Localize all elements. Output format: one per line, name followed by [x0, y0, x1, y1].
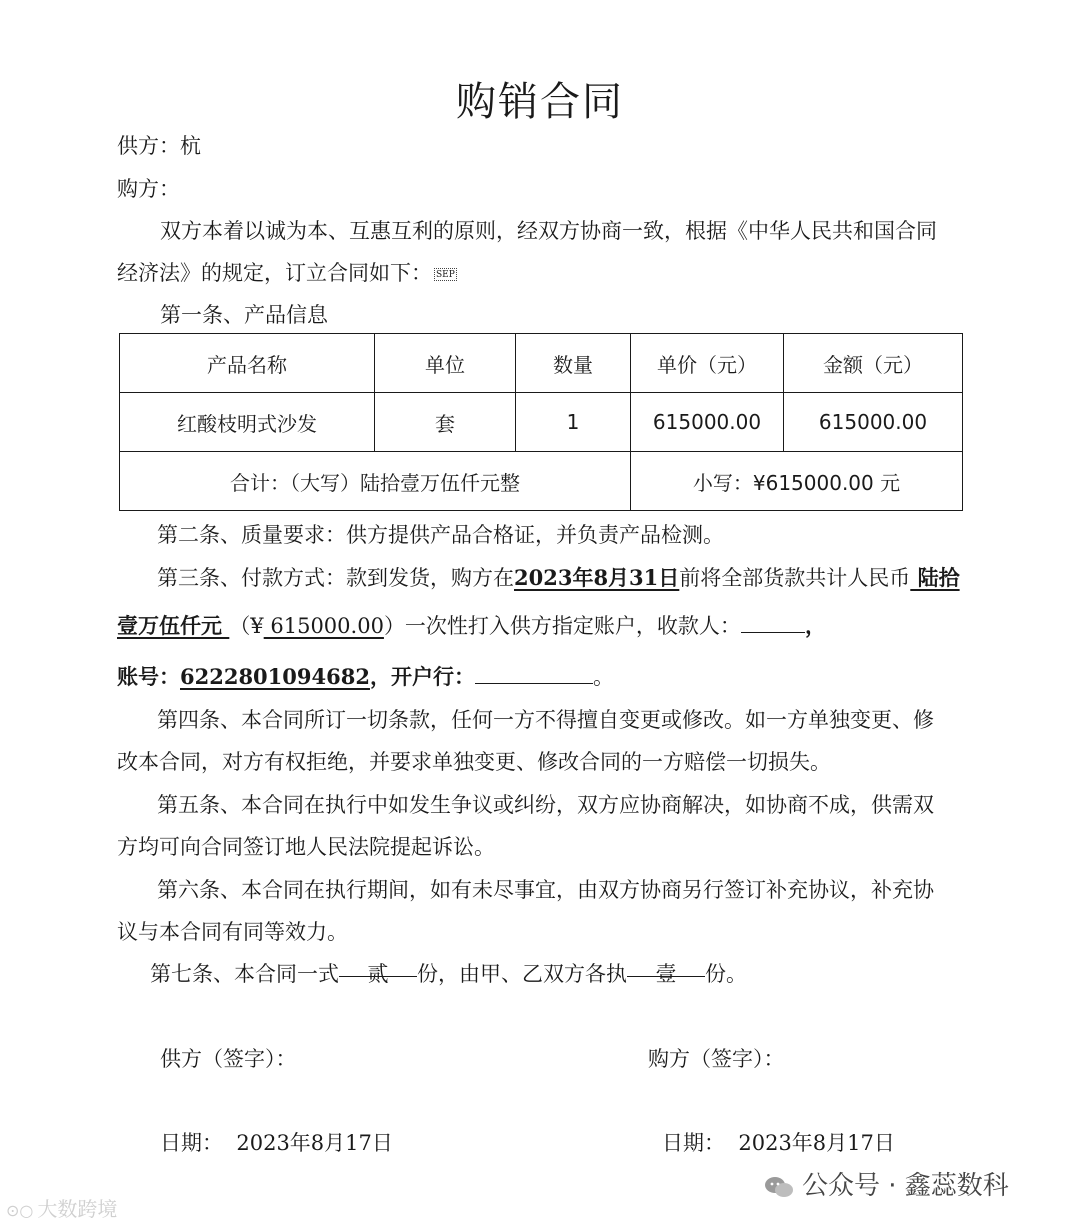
account-number: 6222801094682 — [180, 664, 370, 689]
total-upper-cell: 合计：（大写）陆拾壹万伍仟元整 — [120, 452, 631, 511]
buyer-signature-label: 购方（签字）： — [648, 1047, 785, 1071]
buyer-line: 购方： — [117, 177, 180, 201]
bank-label: ，开户行： — [369, 664, 475, 689]
watermark-left — [6, 1193, 117, 1222]
bank-blank — [475, 665, 593, 684]
article7-text: 份。 — [705, 962, 747, 986]
date-label: 日期： — [662, 1131, 725, 1155]
article3-line-2 — [117, 610, 826, 640]
watermark-right-text: 公众号 · 鑫蕊数科 — [802, 1171, 1009, 1201]
date-label: 日期： — [160, 1131, 223, 1155]
document-title: 购销合同 — [456, 79, 624, 125]
article2: 第二条、质量要求：供方提供产品合格证，并负责产品检测。 — [157, 523, 724, 547]
table-cell: 615000.00 — [784, 393, 963, 452]
article3-text: ）一次性打入供方指定账户，收款人： — [383, 614, 741, 638]
watermark-logo-icon: ⊙○ — [6, 1201, 34, 1220]
table-cell: 1 — [516, 393, 631, 452]
product-table — [119, 333, 963, 511]
table-total-row — [120, 452, 963, 511]
article7-text: 第七条、本合同一式 — [150, 962, 339, 986]
article6-line-1: 第六条、本合同在执行期间，如有未尽事宜，由双方协商另行签订补充协议，补充协 — [157, 878, 934, 902]
article1-heading: 第一条、产品信息 — [160, 303, 328, 327]
article3-text: 第三条、付款方式：款到发货，购方在 — [157, 566, 514, 590]
table-header-cell: 单位 — [375, 334, 516, 393]
supplier-signature-label: 供方（签字）： — [160, 1047, 297, 1071]
total-lower-cell: 小写：¥615000.00 元 — [631, 452, 963, 511]
article3-line-1 — [157, 562, 960, 592]
intro-line-2 — [117, 257, 457, 287]
article3-text: （¥ — [229, 614, 264, 638]
article5-line-2: 方均可向合同签订地人民法院提起诉讼。 — [117, 835, 495, 859]
watermark-left-text: 大数跨境 — [37, 1197, 118, 1221]
buyer-date-line — [662, 1127, 895, 1157]
article4-line-1: 第四条、本合同所订一切条款，任何一方不得擅自变更或修改。如一方单独变更、修 — [157, 708, 934, 732]
account-label: 账号： — [117, 664, 180, 689]
amount-words-part1: 陆拾 — [910, 565, 960, 590]
article3-comma: ， — [804, 613, 826, 638]
table-header-row — [120, 334, 963, 393]
article7-text: 份，由甲、乙双方各执 — [417, 962, 627, 986]
article5-line-1: 第五条、本合同在执行中如发生争议或纠纷，双方应协商解决，如协商不成，供需双 — [157, 793, 934, 817]
copies-value: 贰 — [339, 958, 417, 977]
table-row — [120, 393, 963, 452]
article3-line-3 — [117, 661, 614, 691]
article7 — [150, 958, 747, 988]
supplier-date: 2023年8月17日 — [236, 1131, 393, 1155]
payee-blank — [741, 614, 805, 633]
sep-mark-icon: SEP — [436, 270, 455, 280]
buyer-date: 2023年8月17日 — [738, 1131, 895, 1155]
table-cell: 红酸枝明式沙发 — [120, 393, 375, 452]
table-header-cell: 产品名称 — [120, 334, 375, 393]
amount-number: 615000.00 — [263, 614, 384, 638]
table-header-cell: 金额（元） — [784, 334, 963, 393]
supplier-line: 供方：杭 — [117, 134, 201, 158]
table-header-cell: 单价（元） — [631, 334, 784, 393]
intro-line-2-text: 经济法》的规定，订立合同如下： — [117, 261, 432, 285]
payment-date: 2023年8月31日 — [514, 565, 680, 590]
intro-line-1: 双方本着以诚为本、互惠互利的原则，经双方协商一致，根据《中华人民共和国合同 — [160, 219, 937, 243]
article3-text: 前将全部货款共计人民币 — [679, 566, 911, 590]
amount-words-part2: 壹万伍仟元 — [117, 613, 230, 638]
supplier-date-line — [160, 1127, 393, 1157]
table-cell: 套 — [375, 393, 516, 452]
table-cell: 615000.00 — [631, 393, 784, 452]
table-header-cell: 数量 — [516, 334, 631, 393]
article3-end: 。 — [592, 665, 614, 689]
each-copies-value: 壹 — [627, 958, 705, 977]
article4-line-2: 改本合同，对方有权拒绝，并要求单独变更、修改合同的一方赔偿一切损失。 — [117, 750, 831, 774]
watermark-right — [764, 1165, 1009, 1202]
article6-line-2: 议与本合同有同等效力。 — [117, 920, 348, 944]
wechat-icon — [764, 1175, 794, 1199]
